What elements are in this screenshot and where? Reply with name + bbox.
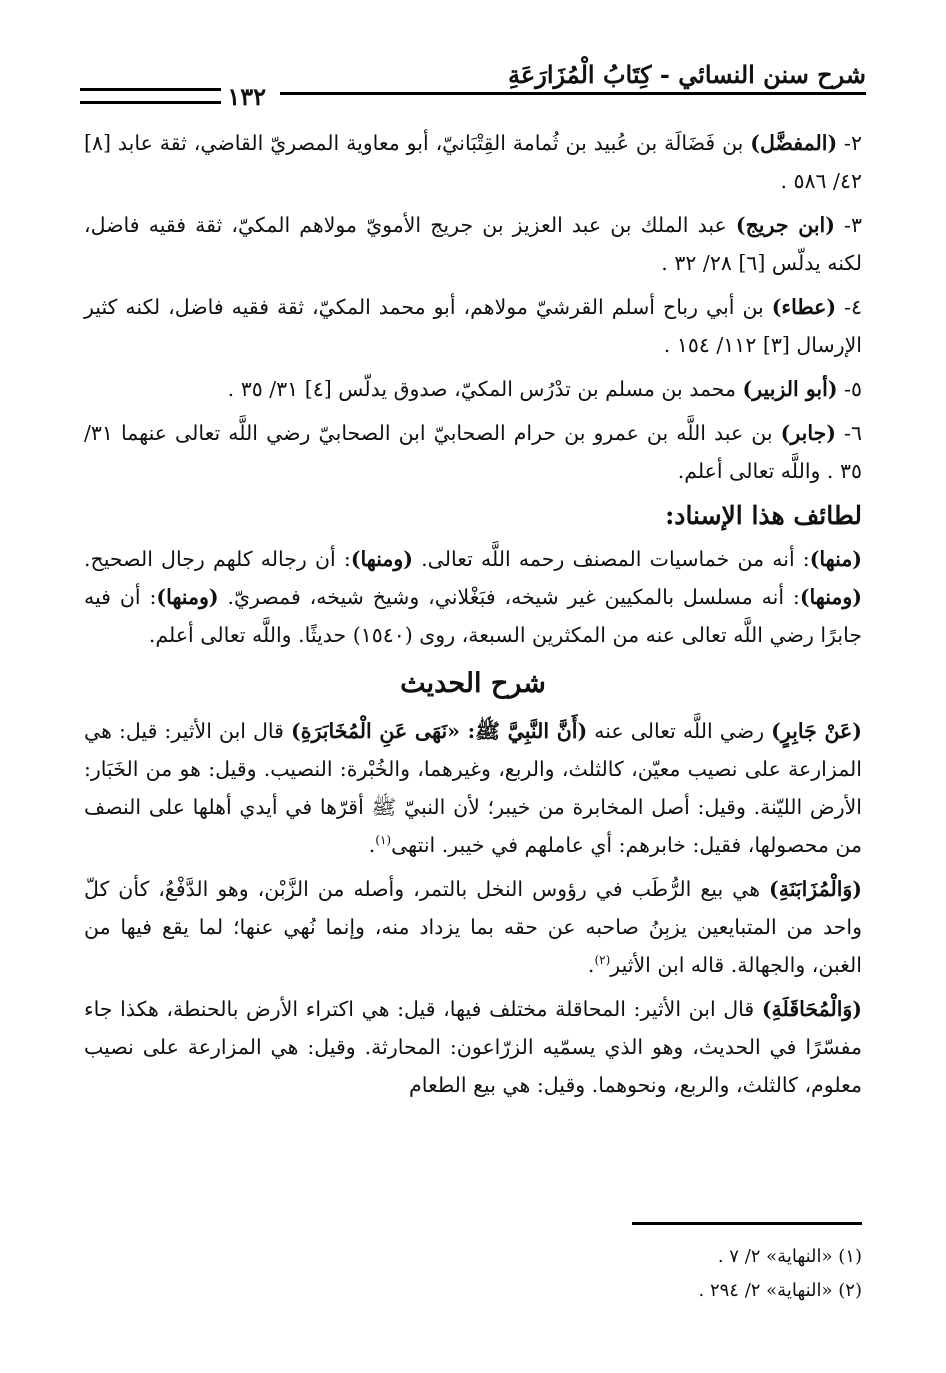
narrator-name: (عطاء)	[771, 295, 837, 319]
section-heading-sharh: شرح الحديث	[400, 668, 546, 699]
sharh-paragraph: (وَالْمُحَاقَلَةِ) قال ابن الأثير: المحاقلة مختلف فيها، قيل: هي اكتراء الأرض بالحنطة، هكذا جاء مفسّرًا في الحديث، وهو الذي يسمّيه الزرّاعون: المحارثة. وقيل: هي المزارعة على نصيب معلوم، كالثلث، والربع، ونحوهما. وقيل: هي بيع الطعام	[84, 997, 862, 1097]
page-number: ١٣٢	[221, 82, 272, 111]
narrator-name: (ابن جريج)	[735, 213, 835, 237]
narrator-entry: ٢- (المفضَّل) بن فَضَالَة بن عُبيد بن ثُمامة القِتْبَانيّ، أبو معاوية المصريّ القاضي، ثقة عابد [٨] ٤٢/ ٥٨٦ .	[84, 131, 862, 193]
narrator-name: (أبو الزبير)	[742, 377, 838, 401]
page-body	[84, 124, 862, 1110]
sharh-paragraph: (وَالْمُزَابَنَةِ) هي بيع الرُّطَب في رؤوس النخل بالتمر، وأصله من الزَّبْن، وهو الدَّفْعُ، كأن كلّ واحد من المتبايعين يزبِنُ صاحبه عن حقه بما يزداد منه، وإنما نُهي عنها؛ لما يقع فيها من الغبن، والجهالة. قاله ابن الأثير$^{(٢)}$.	[84, 877, 862, 977]
footnote-separator	[632, 1222, 862, 1225]
footnote-item: (٢) «النهاية» ٢/ ٢٩٤ .	[698, 1280, 862, 1301]
narrator-name: (المفضَّل)	[750, 131, 838, 155]
lataif-paragraph: (منها): أنه من خماسيات المصنف رحمه اللَّه تعالى. (ومنها): أن رجاله كلهم رجال الصحيح. (ومنها): أنه مسلسل بالمكيين غير شيخه، فبَغْلاني، وشيخ شيخه، فمصريّ. (ومنها): أن فيه جابرًا رضي اللَّه تعالى عنه من المكثرين السبعة، روى (١٥٤٠) حديثًا. واللَّه تعالى أعلم.	[84, 547, 862, 647]
narrator-name: (جابر)	[780, 421, 836, 445]
section-heading-lataif: لطائف هذا الإسناد:	[665, 501, 862, 530]
footnote-ref[interactable]: (١)	[375, 833, 392, 848]
narrator-entry: ٣- (ابن جريج) عبد الملك بن عبد العزيز بن جريج الأمويّ مولاهم المكيّ، ثقة فقيه فاضل، لكنه يدلّس [٦] ٢٨/ ٣٢ .	[84, 213, 862, 275]
running-title: شرح سنن النسائي - كِتَابُ الْمُزَارَعَةِ	[508, 60, 866, 89]
page-number-decoration	[80, 88, 221, 104]
page-number-block	[80, 81, 280, 111]
narrator-entry: ٥- (أبو الزبير) محمد بن مسلم بن تدْرُس المكيّ، صدوق يدلّس [٤] ٣١/ ٣٥ .	[227, 377, 862, 401]
footnotes	[84, 1240, 862, 1308]
narrator-entry: ٤- (عطاء) بن أبي رباح أسلم القرشيّ مولاهم، أبو محمد المكيّ، ثقة فقيه فاضل، لكنه كثير الإرسال [٣] ١١٢/ ١٥٤ .	[84, 295, 862, 357]
narrator-entry: ٦- (جابر) بن عبد اللَّه بن عمرو بن حرام الصحابيّ ابن الصحابيّ رضي اللَّه تعالى عنهما ٣١/ ٣٥ . واللَّه تعالى أعلم.	[84, 421, 862, 483]
footnote-item: (١) «النهاية» ٢/ ٧ .	[717, 1246, 862, 1267]
page-header	[80, 48, 866, 111]
footnote-ref[interactable]: (٢)	[594, 953, 611, 968]
sharh-paragraph: (عَنْ جَابِرٍ) رضي اللَّه تعالى عنه (أَنَّ النَّبِيَّ ﷺ: «نَهَى عَنِ الْمُخَابَرَةِ) قال ابن الأثير: قيل: هي المزارعة على نصيب معيّن، كالثلث، والربع، وغيرهما، والخُبْرة: النصيب. وقيل: هو من الخَبَار: الأرض الليّنة. وقيل: أصل المخابرة من خيبر؛ لأن النبيّ ﷺ أقرّها في أيدي أهلها على النصف من محصولها، فقيل: خابرهم: أي عاملهم في خيبر. انتهى$^{(١)}$.	[84, 719, 862, 857]
